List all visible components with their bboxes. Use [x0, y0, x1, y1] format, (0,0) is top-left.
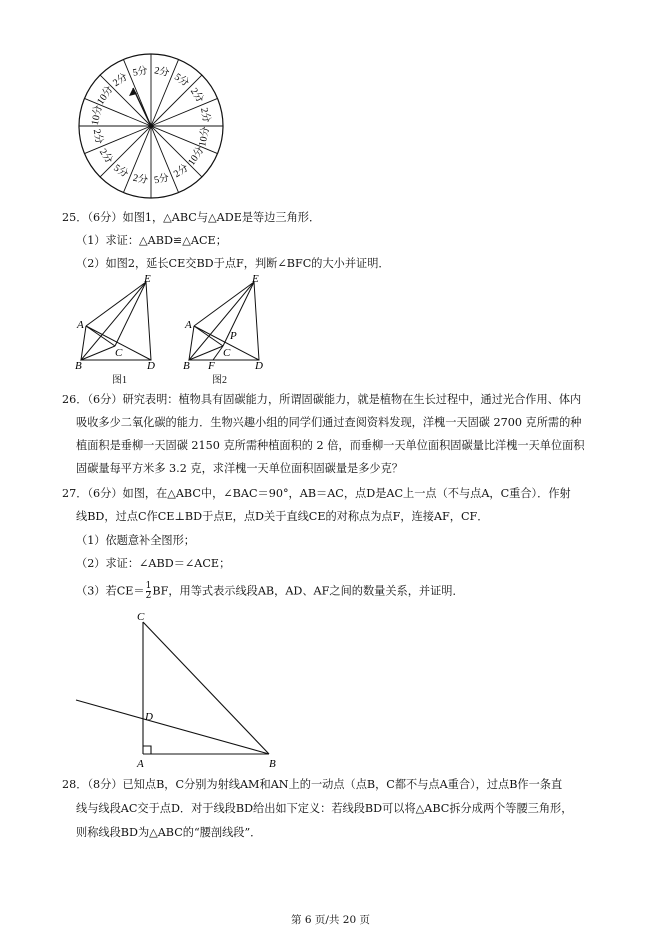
q28-line1: 28．（8分）已知点B，C分别为射线AM和AN上的一动点（点B，C都不与点A重合），过点B作一条直	[62, 778, 563, 791]
wheel-sector-label: 5分	[111, 162, 131, 181]
fig1-label-a: A	[77, 319, 84, 331]
q27-label-d: D	[145, 711, 153, 723]
wheel-sector-label: 2分	[171, 162, 191, 181]
q27-frac-num: 1	[145, 581, 152, 591]
wheel-sector-label: 2分	[90, 128, 105, 146]
q25-part2: （2）如图2，延长CE交BD于点F，判断∠BFC的大小并证明．	[76, 257, 390, 270]
q26-line1: 26．（6分）研究表明：植物具有固碳能力，所谓固碳能力，就是植物在生长过程中，通过光合作用、体内	[62, 393, 582, 406]
q27-part3	[76, 582, 464, 601]
fig2-label-b: B	[183, 360, 190, 370]
fig1-label-d: D	[147, 360, 155, 370]
fig2-label-a: A	[185, 319, 192, 331]
fig2-label-d: D	[255, 360, 263, 370]
q27-figure	[70, 608, 290, 770]
fig2-label-e: E	[252, 274, 259, 285]
q27-frac-den: 2	[145, 591, 152, 601]
q25-figure-2	[178, 274, 278, 370]
page-footer: 第 6 页/共 20 页	[291, 914, 370, 926]
fig2-label-c: C	[223, 347, 231, 359]
fig2-caption: 图2	[212, 375, 227, 386]
q27-label-c: C	[137, 611, 145, 623]
q27-formula-rhs: BF	[152, 584, 169, 598]
wheel-sector-label: 10分	[89, 104, 105, 127]
q26-line2: 吸收多少二氧化碳的能力．生物兴趣小组的同学们通过查阅资料发现，洋槐一天固碳 2700 克所需的种	[76, 416, 582, 429]
q26-line4: 固碳量每平方米多 3.2 克，求洋槐一天单位面积固碳量是多少克？	[76, 462, 403, 475]
wheel-sector-label: 2分	[153, 65, 171, 79]
wheel-sector-label: 2分	[96, 146, 115, 166]
fig2-label-f: F	[208, 360, 215, 370]
q27-part3-suffix: ，用等式表示线段AB，AD、AF之间的数量关系，并证明．	[168, 584, 464, 598]
q27-label-b: B	[269, 758, 276, 770]
q27-part1: （1）依题意补全图形；	[76, 534, 195, 547]
q25-figure-1	[70, 274, 170, 370]
q27-part3-prefix: （3）若	[76, 584, 117, 598]
q27-line1: 27．（6分）如图，在△ABC中，∠BAC＝90°，AB＝AC，点D是AC上一点（不与点A，C重合）．作射	[62, 487, 571, 500]
q27-fraction	[146, 582, 152, 601]
wheel-sector-label: 10分	[95, 84, 116, 107]
q27-line2: 线BD，过点C作CE⊥BD于点E，点D关于直线CE的对称点为点F，连接AF，CF．	[76, 510, 489, 523]
fig1-label-e: E	[144, 274, 151, 285]
wheel-sector-label: 2分	[111, 71, 130, 90]
q27-formula-lhs: CE＝	[116, 584, 145, 598]
fig2-label-p: P	[230, 330, 237, 342]
q27-label-a: A	[137, 758, 144, 770]
q28-line3: 则称线段BD为△ABC的“腰剖线段”．	[76, 826, 262, 839]
wheel-sector-label: 5分	[172, 71, 191, 90]
q28-line2: 线与线段AC交于点D．对于线段BD给出如下定义：若线段BD可以将△ABC拆分成两个等腰三角形，	[76, 802, 573, 815]
wheel-sector-label: 5分	[131, 65, 149, 79]
q25-stem: 25．（6分）如图1，△ABC与△ADE是等边三角形．	[62, 211, 321, 224]
fig1-caption: 图1	[112, 375, 127, 386]
wheel-sector-label: 10分	[197, 125, 212, 148]
spinner-wheel-figure	[76, 52, 226, 202]
wheel-sector-label: 2分	[187, 86, 206, 105]
wheel-sector-label: 2分	[131, 172, 149, 187]
q25-part1: （1）求证：△ABD≌△ACE；	[76, 234, 227, 247]
wheel-sector-label: 2分	[198, 106, 212, 124]
q27-part2: （2）求证：∠ABD＝∠ACE；	[76, 557, 231, 570]
fig1-label-b: B	[75, 360, 82, 370]
fig1-label-c: C	[115, 347, 123, 359]
q26-line3: 植面积是垂柳一天固碳 2150 克所需种植面积的 2 倍，而垂柳一天单位面积固碳量比洋槐一天单位面积	[76, 439, 585, 452]
wheel-sector-label: 10分	[186, 144, 207, 168]
wheel-sector-label: 5分	[153, 172, 171, 187]
